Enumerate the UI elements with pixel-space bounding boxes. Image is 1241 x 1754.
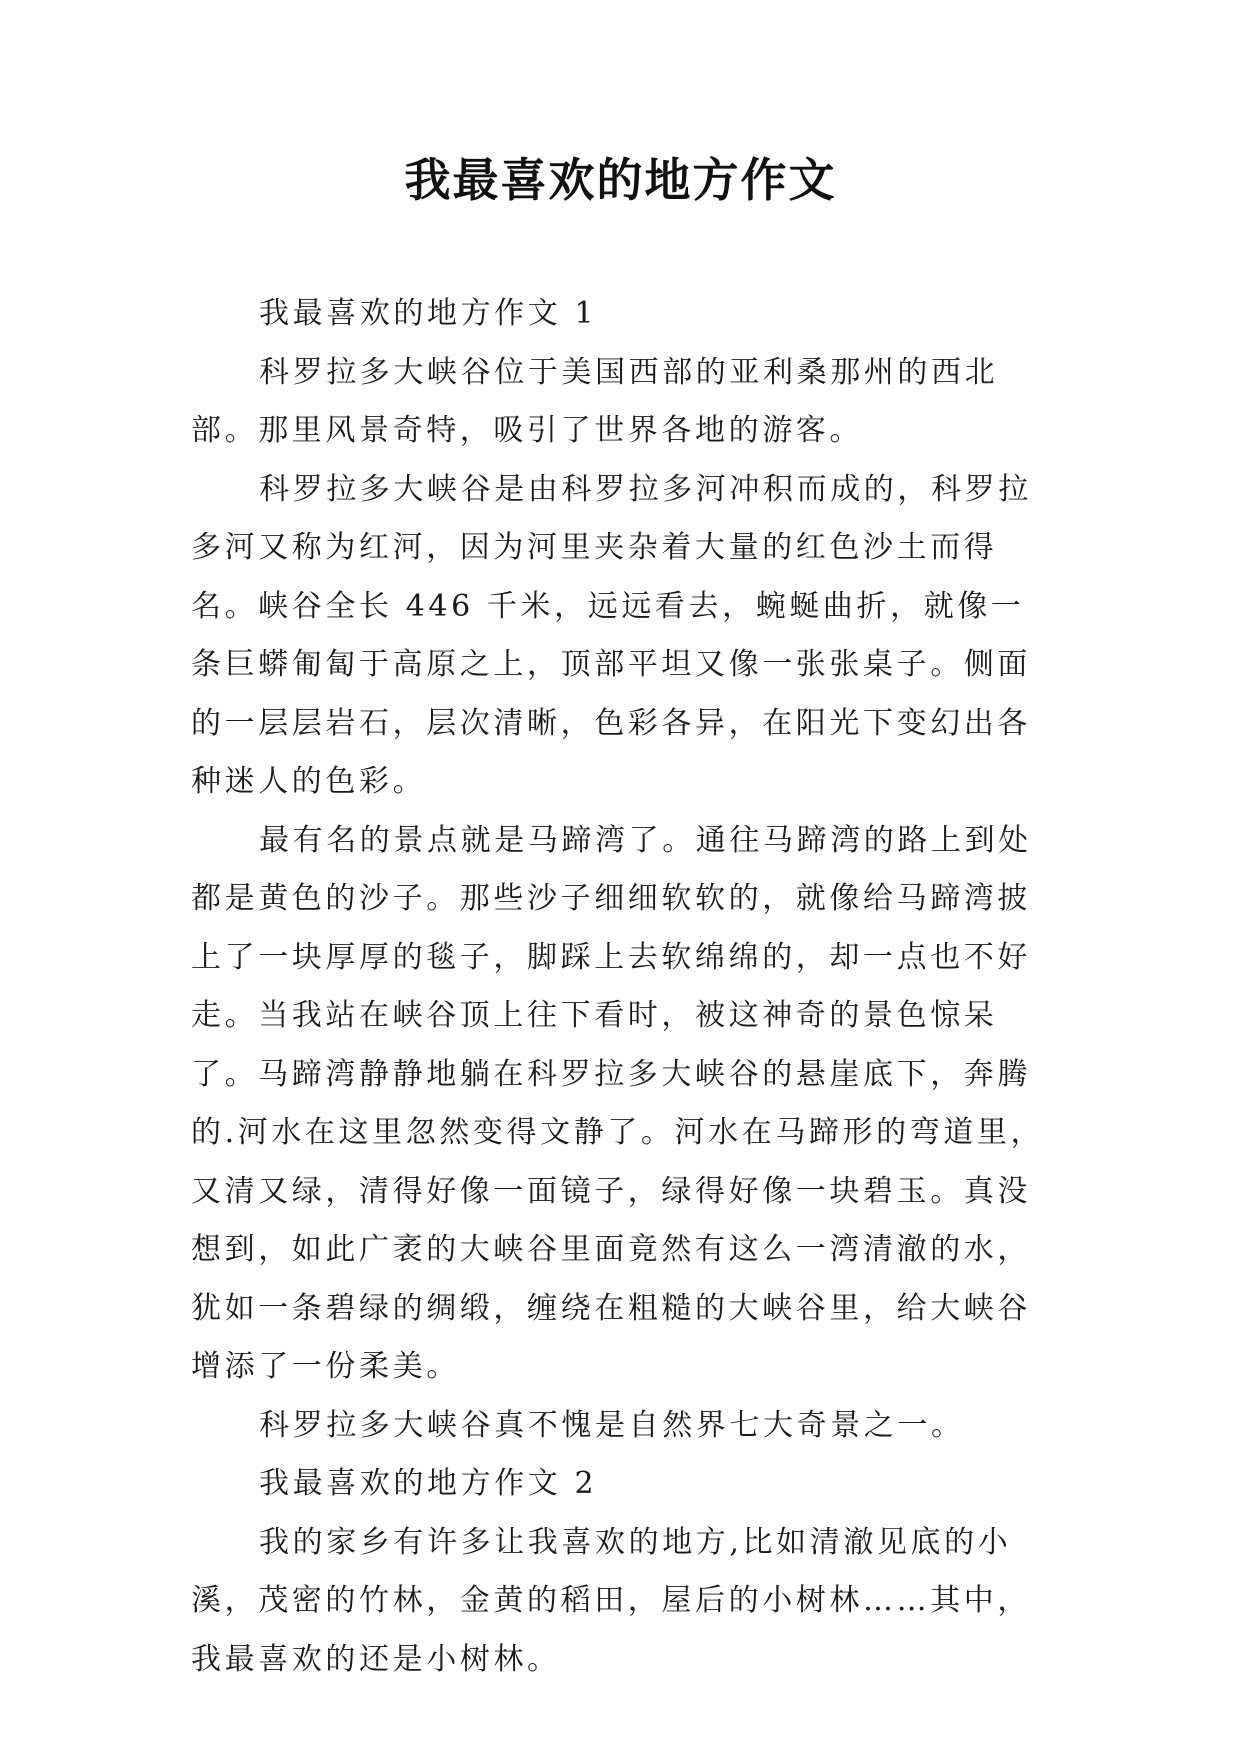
document-title: 我最喜欢的地方作文 xyxy=(404,153,837,207)
document-body xyxy=(191,285,1056,1689)
paragraph: 科罗拉多大峡谷是由科罗拉多河冲积而成的，科罗拉多河又称为红河，因为河里夹杂着大量的红色沙土而得名。峡谷全长 446 千米，远远看去，蜿蜒曲折，就像一条巨蟒匍匐于高原之上，顶部平坦又像一张张桌子。侧面的一层层岩石，层次清晰，色彩各异，在阳光下变幻出各种迷人的色彩。 xyxy=(191,471,1032,799)
paragraph: 科罗拉多大峡谷真不愧是自然界七大奇景之一。 xyxy=(259,1407,965,1443)
section-heading-1: 我最喜欢的地方作文 1 xyxy=(259,296,598,331)
section-heading-2: 我最喜欢的地方作文 2 xyxy=(259,1466,598,1501)
paragraph: 科罗拉多大峡谷位于美国西部的亚利桑那州的西北部。那里风景奇特，吸引了世界各地的游客。 xyxy=(191,354,999,448)
paragraph: 最有名的景点就是马蹄湾了。通往马蹄湾的路上到处都是黄色的沙子。那些沙子细细软软的，就像给马蹄湾披上了一块厚厚的毯子，脚踩上去软绵绵的，却一点也不好走。当我站在峡谷顶上往下看时，被这神奇的景色惊呆了。马蹄湾静静地躺在科罗拉多大峡谷的悬崖底下，奔腾的.河水在这里忽然变得文静了。河水在马蹄形的弯道里，又清又绿，清得好像一面镜子，绿得好像一块碧玉。真没想到，如此广袤的大峡谷里面竟然有这么一湾清澈的水，犹如一条碧绿的绸缎，缠绕在粗糙的大峡谷里，给大峡谷增添了一份柔美。 xyxy=(191,822,1045,1384)
paragraph: 我的家乡有许多让我喜欢的地方,比如清澈见底的小溪，茂密的竹林，金黄的稻田，屋后的小树林……其中，我最喜欢的还是小树林。 xyxy=(191,1524,1031,1677)
